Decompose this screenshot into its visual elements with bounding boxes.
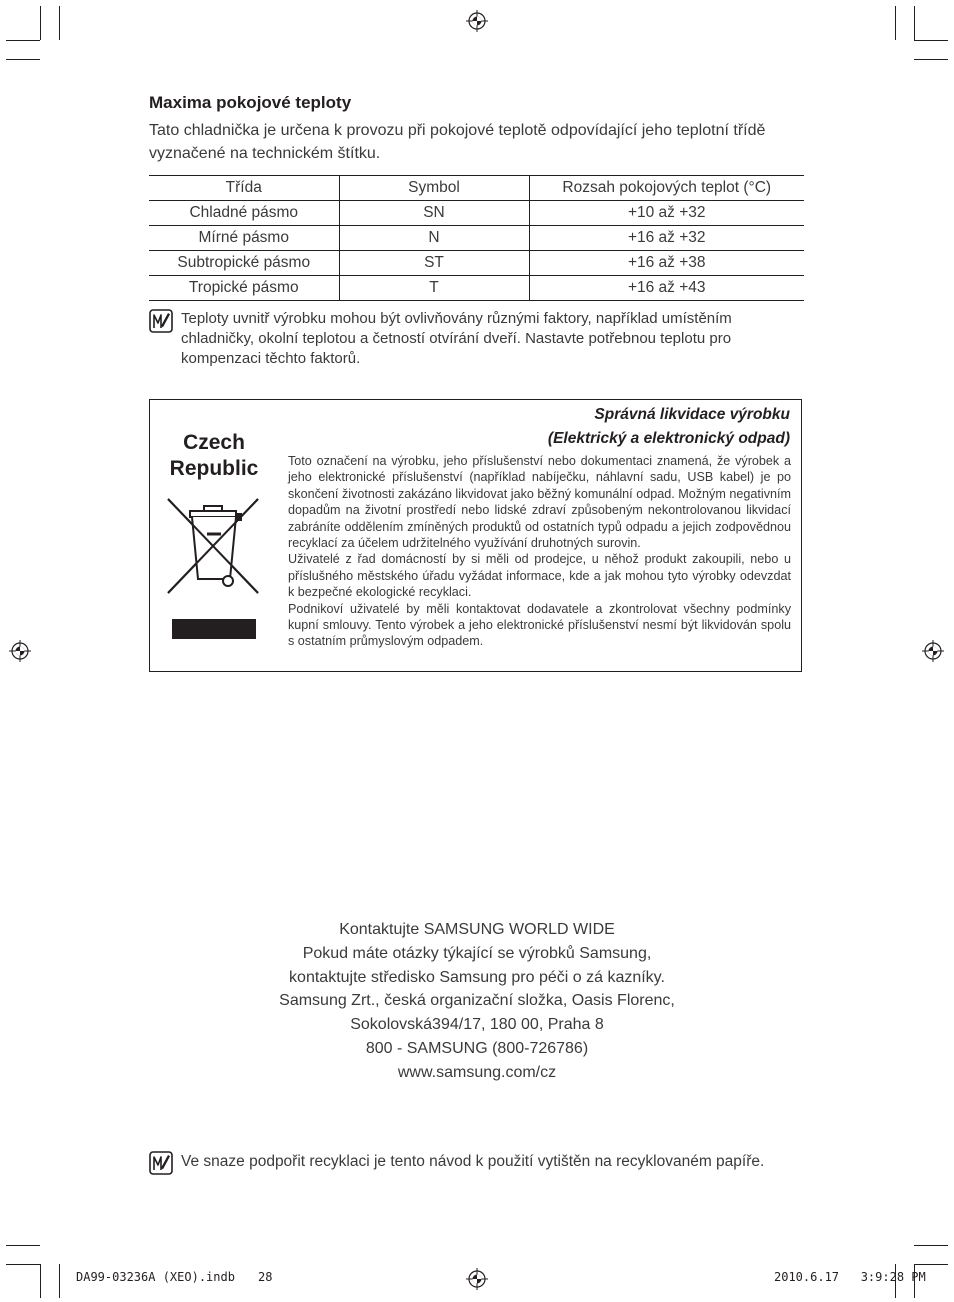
crop-mark xyxy=(6,59,40,60)
disposal-paragraph: Toto označení na výrobku, jeho příslušenství nebo dokumentaci znamená, že výrobek a jeho elektronické příslušenství (například nabíječku, náhlavní sadu, USB kabel) je po skončení životnosti zakázáno likvidovat jako běžný komunální odpad. Možným negativním dopadům na životní prostředí nebo lidské zdraví způsobeným nekontrolovanou likvidací zabráníte oddělením zmíněných produktů od ostatních typů odpadu a jejich zodpovědnou recyklací za účelem udržitelného využívání druhotných surovin. xyxy=(288,454,791,551)
table-cell: Subtropické pásmo xyxy=(149,251,339,276)
section-heading: Maxima pokojové teploty xyxy=(149,93,352,112)
table-row xyxy=(149,276,804,301)
temperature-class-table xyxy=(149,175,804,301)
crop-mark xyxy=(40,6,41,40)
table-cell: +16 až +38 xyxy=(529,251,804,276)
note-block xyxy=(149,1151,809,1175)
table-cell: N xyxy=(339,226,529,251)
table-cell: SN xyxy=(339,201,529,226)
country-label xyxy=(160,430,268,482)
crop-mark xyxy=(6,1245,40,1246)
contact-line: Samsung Zrt., česká organizační složka, Oasis Florenc, xyxy=(279,992,675,1010)
table-header-row xyxy=(149,176,804,201)
crop-mark xyxy=(914,6,915,40)
registration-mark-icon xyxy=(9,640,31,662)
contact-line: Pokud máte otázky týkající se výrobků Samsung, xyxy=(302,944,652,962)
contact-block xyxy=(227,918,727,1085)
contact-line: 800 - SAMSUNG (800-726786) xyxy=(365,1039,589,1057)
table-cell: +16 až +32 xyxy=(529,226,804,251)
registration-mark-icon xyxy=(466,1268,488,1290)
column-header: Symbol xyxy=(339,176,529,201)
crop-mark xyxy=(895,6,896,40)
note-pencil-icon xyxy=(149,309,173,333)
crop-mark xyxy=(6,1264,40,1265)
disposal-title-line: Správná likvidace výrobku xyxy=(594,406,790,423)
crop-mark xyxy=(914,59,948,60)
crop-mark xyxy=(914,1245,948,1246)
column-header: Třída xyxy=(149,176,339,201)
table-row xyxy=(149,201,804,226)
table-cell: +10 až +32 xyxy=(529,201,804,226)
note-pencil-icon xyxy=(149,1151,173,1175)
disposal-title-line: (Elektrický a elektronický odpad) xyxy=(547,430,790,447)
footer-file-name: DA99-03236A (XEO).indb xyxy=(76,1270,235,1284)
disposal-paragraph: Uživatelé z řad domácností by si měli od prodejce, u něhož produkt zakoupili, nebo u příslušného městského úřadu vyžádat informace, kde a jak mohou tyto výrobky odevzdat k bezpečné ekologické recyklaci. xyxy=(288,552,791,600)
contact-line: Sokolovská394/17, 180 00, Praha 8 xyxy=(350,1016,604,1034)
contact-line: Kontaktujte SAMSUNG WORLD WIDE xyxy=(339,921,615,938)
country-line: Republic xyxy=(169,457,259,480)
registration-mark-icon xyxy=(466,10,488,32)
crop-mark xyxy=(914,40,948,41)
table-cell: T xyxy=(339,276,529,301)
note-text: Ve snaze podpořit recyklaci je tento návod k použití vytištěn na recyklovaném papíře. xyxy=(181,1153,765,1170)
table-cell: Mírné pásmo xyxy=(149,226,339,251)
table-row xyxy=(149,226,804,251)
weee-disposal-box xyxy=(149,399,802,672)
note-block xyxy=(149,309,769,369)
table-cell: Chladné pásmo xyxy=(149,201,339,226)
note-text: Teploty uvnitř výrobku mohou být ovlivňovány různými faktory, například umístěním chladničky, okolní teplotou a četností otvírání dveří. Nastavte potřebnou teplotu pro kompenzaci těchto faktorů. xyxy=(181,310,732,367)
table-row xyxy=(149,251,804,276)
crop-mark xyxy=(914,1264,948,1265)
weee-bar xyxy=(172,619,256,639)
table-cell: ST xyxy=(339,251,529,276)
registration-mark-icon xyxy=(922,640,944,662)
crop-mark xyxy=(40,1264,41,1298)
column-header: Rozsah pokojových teplot (°C) xyxy=(529,176,804,201)
footer-page-number: 28 xyxy=(258,1270,273,1284)
disposal-title xyxy=(548,403,790,451)
disposal-paragraph: Podnikoví uživatelé by měli kontaktovat dodavatele a zkontrolovat všechny podmínky kupní smlouvy. Tento výrobek a jeho elektronické příslušenství nesmí být likvidován spolu s ostatním průmyslovým odpadem. xyxy=(288,601,791,649)
contact-line: kontaktujte středisko Samsung pro péči o zá kazníky. xyxy=(289,968,665,986)
footer-timestamp: 2010.6.17 3:9:28 PM xyxy=(774,1270,926,1284)
crop-mark xyxy=(59,6,60,40)
crossed-out-wheelie-bin-icon xyxy=(162,493,264,603)
crop-mark xyxy=(59,1264,60,1298)
country-line: Czech xyxy=(183,431,245,454)
intro-paragraph: Tato chladnička je určena k provozu při pokojové teplotě odpovídající jeho teplotní třídě vyznačené na technickém štítku. xyxy=(149,122,766,162)
disposal-body xyxy=(288,453,791,650)
contact-website-link[interactable]: www.samsung.com/cz xyxy=(397,1063,557,1081)
crop-mark xyxy=(6,40,40,41)
table-cell: +16 až +43 xyxy=(529,276,804,301)
table-cell: Tropické pásmo xyxy=(149,276,339,301)
